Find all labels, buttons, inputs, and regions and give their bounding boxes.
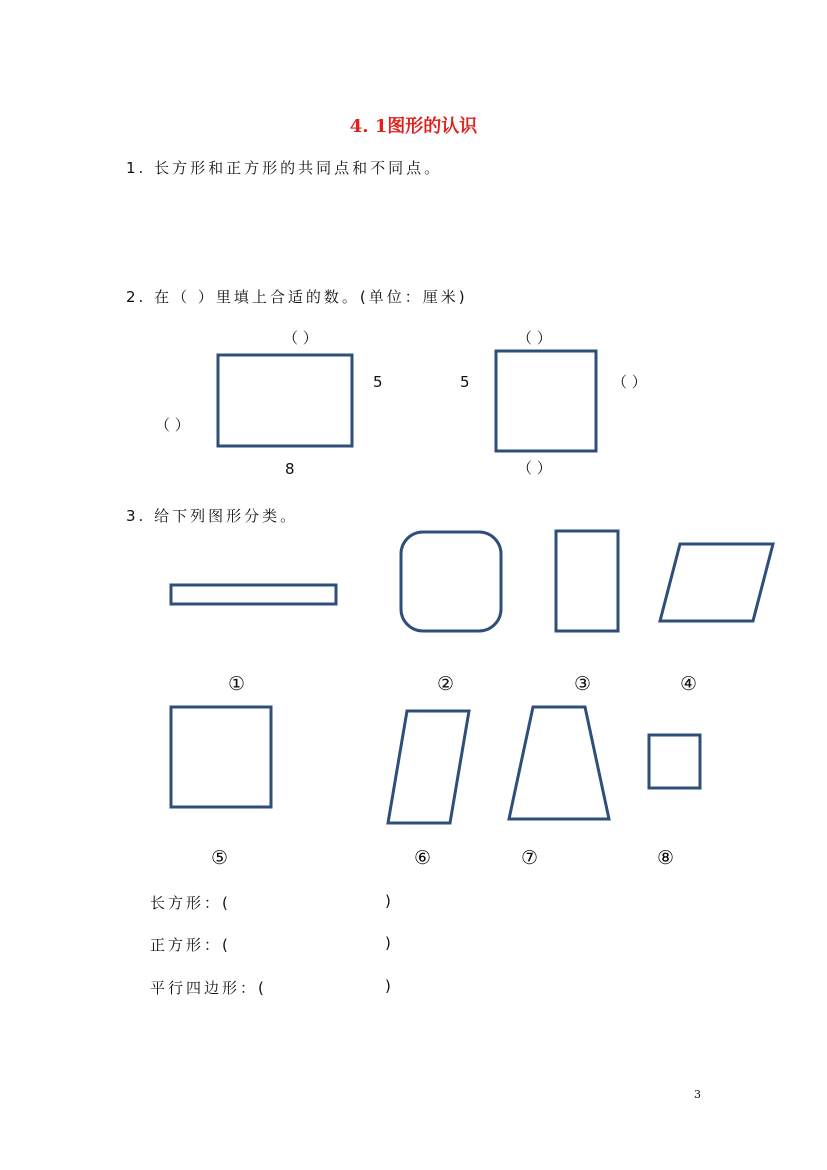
shape-4-parallelogram bbox=[660, 544, 773, 621]
shape-label-1: ① bbox=[228, 673, 246, 695]
shape-7-trapezoid bbox=[509, 707, 609, 819]
square-left-value: 5 bbox=[460, 373, 470, 391]
answer-parallelogram-label: 平行四边形：( bbox=[150, 979, 267, 997]
shape-3-tall-rectangle bbox=[556, 531, 618, 631]
shape-label-2: ② bbox=[437, 673, 455, 695]
rect-top-blank: （ ） bbox=[283, 329, 318, 347]
shape-1-thin-rectangle bbox=[171, 585, 336, 604]
shape-label-4: ④ bbox=[680, 673, 698, 695]
answer-square-label: 正方形：( bbox=[150, 936, 231, 954]
q2-rectangle-shape bbox=[218, 355, 352, 446]
answer-square-close: ) bbox=[385, 934, 391, 952]
square-bottom-blank: （ ） bbox=[517, 459, 552, 477]
square-top-blank: （ ） bbox=[517, 329, 552, 347]
rect-bottom-value: 8 bbox=[285, 460, 295, 478]
answer-rectangle-label: 长方形：( bbox=[150, 894, 231, 912]
shape-label-7: ⑦ bbox=[521, 847, 539, 869]
q2-square-shape bbox=[496, 351, 596, 451]
rect-left-blank: （ ） bbox=[155, 416, 190, 434]
shape-label-3: ③ bbox=[574, 673, 592, 695]
shape-5-square bbox=[171, 707, 271, 807]
shape-label-5: ⑤ bbox=[211, 847, 229, 869]
answer-parallelogram-close: ) bbox=[385, 977, 391, 995]
shape-2-rounded-square bbox=[401, 532, 501, 631]
shape-label-6: ⑥ bbox=[414, 847, 432, 869]
rect-right-value: 5 bbox=[373, 373, 383, 391]
question-1: 1. 长方形和正方形的共同点和不同点。 bbox=[126, 159, 443, 177]
answer-rectangle-close: ) bbox=[385, 892, 391, 910]
question-3: 3. 给下列图形分类。 bbox=[126, 507, 299, 525]
page-number: 3 bbox=[694, 1088, 701, 1101]
shape-8-small-square bbox=[649, 735, 700, 788]
page-title: 4. 1图形的认识 bbox=[349, 116, 478, 137]
shape-6-parallelogram bbox=[388, 711, 469, 823]
square-right-blank: （ ） bbox=[612, 373, 647, 391]
shape-label-8: ⑧ bbox=[657, 847, 675, 869]
question-2: 2. 在（ ）里填上合适的数。(单位：厘米) bbox=[126, 288, 468, 306]
